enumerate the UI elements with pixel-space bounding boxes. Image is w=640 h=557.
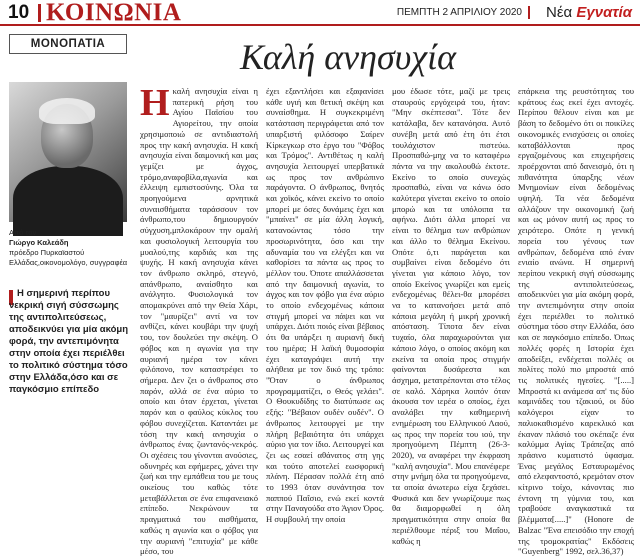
article-column-2: [266, 86, 384, 525]
photo-shoulders: [13, 166, 123, 236]
page-header: [0, 0, 640, 26]
issue-date: ΠΕΜΠΤΗ 2 ΑΠΡΙΛΙΟΥ 2020: [396, 7, 522, 18]
section-title: ΚΟΙΝΩΝΙΑ: [46, 0, 182, 26]
article-text-1: καλή ανησυχία είναι η πατερική ρήση του Αγίου Παϊσίου του Αγιορείτου, την οποία χρησιμοποιώ σε αντιδιαστολή προς την κακή ανησυχία. Η κακή ανησυχία είναι δαιμονική και μας γεμίζει με άγχος, τρόμο,αναφοβίλα,αγωνία και έλλειψη εμπιστοσύνης. Όλα τα προηγούμενα αρνητικά συναισθήματα ταράσσουν τον άνθρωπο,του δημιουργούν σύγχυση,μπλοκάρουν την ομαλή και φυσιολογική λειτουργία του μυαλού,της καρδιάς και της ψυχής. Η κακή ανησυχία κάνει τον άνθρωπο σκληρό, στεγνό, απάνθρωπο, αναίσθητο και ανάλγητο. Φυσιολογικά τον απομακρύνει από την Θεία Χάρι, τον "μαυρίζει" αντί να τον ανθίζει, κάνει κουβάρι την ψυχή του, τον δουλεύει την σκέψη. Ο φόβος και η αγωνία για την αυριανή ημέρα τον κάνει φιλόπονο, τον καταστρέφει το σήμερα. Δεν ζει ο άνθρωπος στο παρόν, αλλά σε ένα αύριο το οποίο και όταν έρχεται, γίνεται παρόν και ο φαύλος κύκλος του φόβου συνεχίζεται. Καταντάει με τόση την κακή ανησυχία ο άνθρωπος ένας ζωντανός-νεκρός. Οι σχέσεις του γίνονται ανούσιες, οδυνηρές και εφήμερες, χάνει την ζωή και την εμπάθεια του με τους οικείους του καθώς τότε μεταβάλλεται σε ένα επιφανειακό επίπεδο. Νεκρώνουν τα πραγματικά του αισθήματα, καθώς η αγωνία και ο φόβος για την αυριανή "επιτυχία" με κάθε μέσο, του: [140, 86, 258, 557]
author-role: πρόεδρο Πυρκαϊαστού Ελλάδας,οικονομολόγο, συγγραφέα: [9, 248, 128, 267]
header-divider-2: [528, 6, 530, 19]
author-photo: [9, 82, 127, 222]
newspaper-brand: [546, 4, 632, 21]
column-label: ΜΟΝΟΠΑΤΙΑ: [9, 34, 127, 54]
pull-quote-text: Η σημερινή περίπου νεκρική σιγή σύσσωμης της αντιπολιτεύσεως, αποδεικνύει για μία ακόμη φορά, την αντεπιμόνητα στην οποία έχει περιέλθει το πολιτικό σύστημα τόσο στην Ελλάδα,όσο και σε παγκόσμιο επίπεδο: [9, 288, 129, 395]
brand-name: Εγνατία: [576, 4, 632, 21]
article-text-2: έχει εξαντλήσει και εξαφανίσει κάθε υγιή και θετική σκέψη και συναίσθημα. Η συγκεκριμένη κατάσταση περιγράφεται από τον υπαρξιστή φιλόσοφο Σαίρεν Κίρκεγκωρ στο έργο του "Φόβος και Τρόμος". Αντιθέτως η καλή ανησυχία λειτουργεί υπερβατικά ως προς τον ανθρώπινο παράγοντα. Ο άνθρωπος, θνητός και χοϊκός, κάνει εκείνο το οποίο μπορεί με όσες δυνάμεις έχει και "μπαίνει" σε μία άλλη λογική, κατανοώντας τόσο την προσωρινότητα, όσο και την αδυναμία του να ελέγξει και να καθορίσει τα πάντα ως προς το μέλλον του. Όποτε απαλλάσσεται από την δαιμονική αγωνία, το άγχος και τον φόβο για ένα αύριο το οποίο ενδεχομένως κάποια στιγμή μπορεί να πάψει και να υπάρχει. Διότι ποιός είναι βέβαιος ότι θα υπάρξει η αυριανή δική του ημέρα; Η λαϊκή θυμοσοφία έχει καταγράψει αυτή την αλήθεια με τον δικό της τρόπο: "Όταν ο άνθρωπος προγραμματίζει, ο Θεός γελάει". Ο Θουκυδίδης το διατύπωσε ως εξής: "Βέβαιον ουδέν ουδέν". Ο άνθρωπος λειτουργεί με την πλήρη βεβαιότητα ότι υπάρχει αύριο για τον ίδιο. Λειτουργεί και ζει ως εσαεί αθάνατος στη γης και τούτο αποτελεί εωσφορική πλάνη. Πέρασαν πολλά έτη από το 1993 όταν συνάντησα τον παππού Παΐσιο, ενώ εκεί κοντά στην Παναγούδα στο Άγιον Όρος. Η συμβουλή την οποία: [266, 86, 384, 525]
brand-prefix: Νέα: [546, 4, 573, 21]
drop-cap: Η: [140, 82, 170, 124]
header-divider: [38, 4, 41, 22]
article-column-4: [518, 86, 634, 557]
article-title: Καλή ανησυχία: [239, 37, 457, 77]
article-text-3: μου έδωσε τότε, μαζί με τρεις σταυρούς εργόχειρά του, ήταν: "Μην σκέπτεσαι". Τότε δεν κατάλαβα, δεν κατανόησα. Αυτό συνέβη μετά από έτη ότι έτσι τουλάχιστον πιστεύω. Προσπαθώ-μηχ να το καταφέρω πάντα να την ακολουθώ έκτοτε. Εκείνο το οποίο συνεχώς προσπαθώ, είναι να κάνω όσο καλύτερα γίνεται εκείνο το οποίο μπορώ και τα υπόλοιπα τα αφήνω. Διότι άλλα μπορεί να είναι το θέλημα των ανθρώπων και άλλο το θέλημα Εκείνου. Οπότε ό,τι παράγεται και συμβαίνει είναι δεδομένο ότι γίνεται για κάποιο λόγο, τον οποίο Εκείνος γνωρίζει και εμείς ενδεχομένως θέλει-θα μπορέσει να το κατανοήσει μετά από κάποια μεγάλη ή μικρή χρονική απόσταση. Τίποτα δεν είναι τυχαίο, όλα παραχωρούνται για κάποιο λόγο, ο οποίος ακόμη και εκείνα τα οποία προς στιγμήν φαίνονται δυσάρεστα και άσχημα, μετατρέπονται στο τέλος σε καλό. Χάρηκα λοιπόν όταν άκουσα τον ιερέα ο οποίος, έχει αναλάβει την καθημερινή ενημέρωση του Ελληνικού Λαού, ως προς την πορεία του ιού, την προηγούμενη Πέμπτη (26-3-2020), να αναφέρει την έκφραση "καλή ανησυχία". Μου επανέφερε στην μνήμη όλα τα προηγούμενα, τα οποία άνωτερω είχα ξεχάσει. Φυσικά και δεν γνωρίζουμε πως θα διαμορφωθεί η όλη πραγματικότητα στην οποία θα περιέλθουμε πέριξ του Μαΐου, καθώς η: [392, 86, 510, 546]
caption-prefix: Από τον: [9, 228, 37, 237]
article-column-1: [140, 82, 258, 557]
author-caption: [9, 228, 129, 268]
photo-hair: [39, 98, 95, 124]
article-column-3: [392, 86, 510, 546]
author-name: Γιώργο Καλεάδη: [9, 238, 69, 247]
page-number: 10: [8, 2, 30, 23]
article-text-4: επάρκεια της ρευστότητας του κράτους έως εκεί έχει αντοχές. Περίπου θέλουν είναι και με βάση το δεδομένο ότι οι ποικίλες οικονομικές ενισχύσεις οι οποίες καταβάλλονται προς εργαζομένους και επιχειρήσεις προέρχονται από δανεισμό, ότι η πιθανότητα ύπαρξης νέων Μνημονίων είναι δεδομένως υψηλή. Τα νέα δεδομένα αλλάζουν την οικονομική ζωή και ως μόνον αυτή ως προς το χειρότερο. Οπότε η γενική πορεία του γένους των ανθρώπων, δεδομένα από έναν ενιαίο ανώνα. Η σημερινή περίπου νεκρική σιγή σύσσωμης της αντιπολιτεύσεως, αποδεικνύει για μία ακόμη φορά, την αντεπιμόνητα στην οποία έχει περιέλθει το πολιτικό σύστημα τόσο στην Ελλάδα, όσο και σε παγκόσμιο επίπεδο. Όπως πολλές φορές η Ιστορία έχει αποδείξει, ενδέχεται πολλές οι πολίτες πολύ πιο μπροστά από τις πολιτικές ηγεσίες. "[.....] Μπροστά κι ανάμεσα απ' τις δύο καμινάδες του τζακιού, οι δύο καλόγεροι είχαν το παλιοκαθισμένο καρεκλικό και έκαναν πλάσιό του σκέπαζε ένα καλύμμα Αγίας Τράπεζας από πράσινο κυματιστό ύφασμα. Ένας μεγάλος Εσταυρωμένος από ελεφαντοστό, κρεμόταν στον κίτρινο τοίχο, κάνοντας πιο έντονη τη γύμνια του, και τραβούσε αναγκαστικά τα βλέμματα[.....]" (Honore de Balzac "Ένα επεισόδιο την εποχή της τρομοκρατίας" Εκδόσεις "Guyenberg" 1992, σελ.36,37): [518, 86, 634, 557]
